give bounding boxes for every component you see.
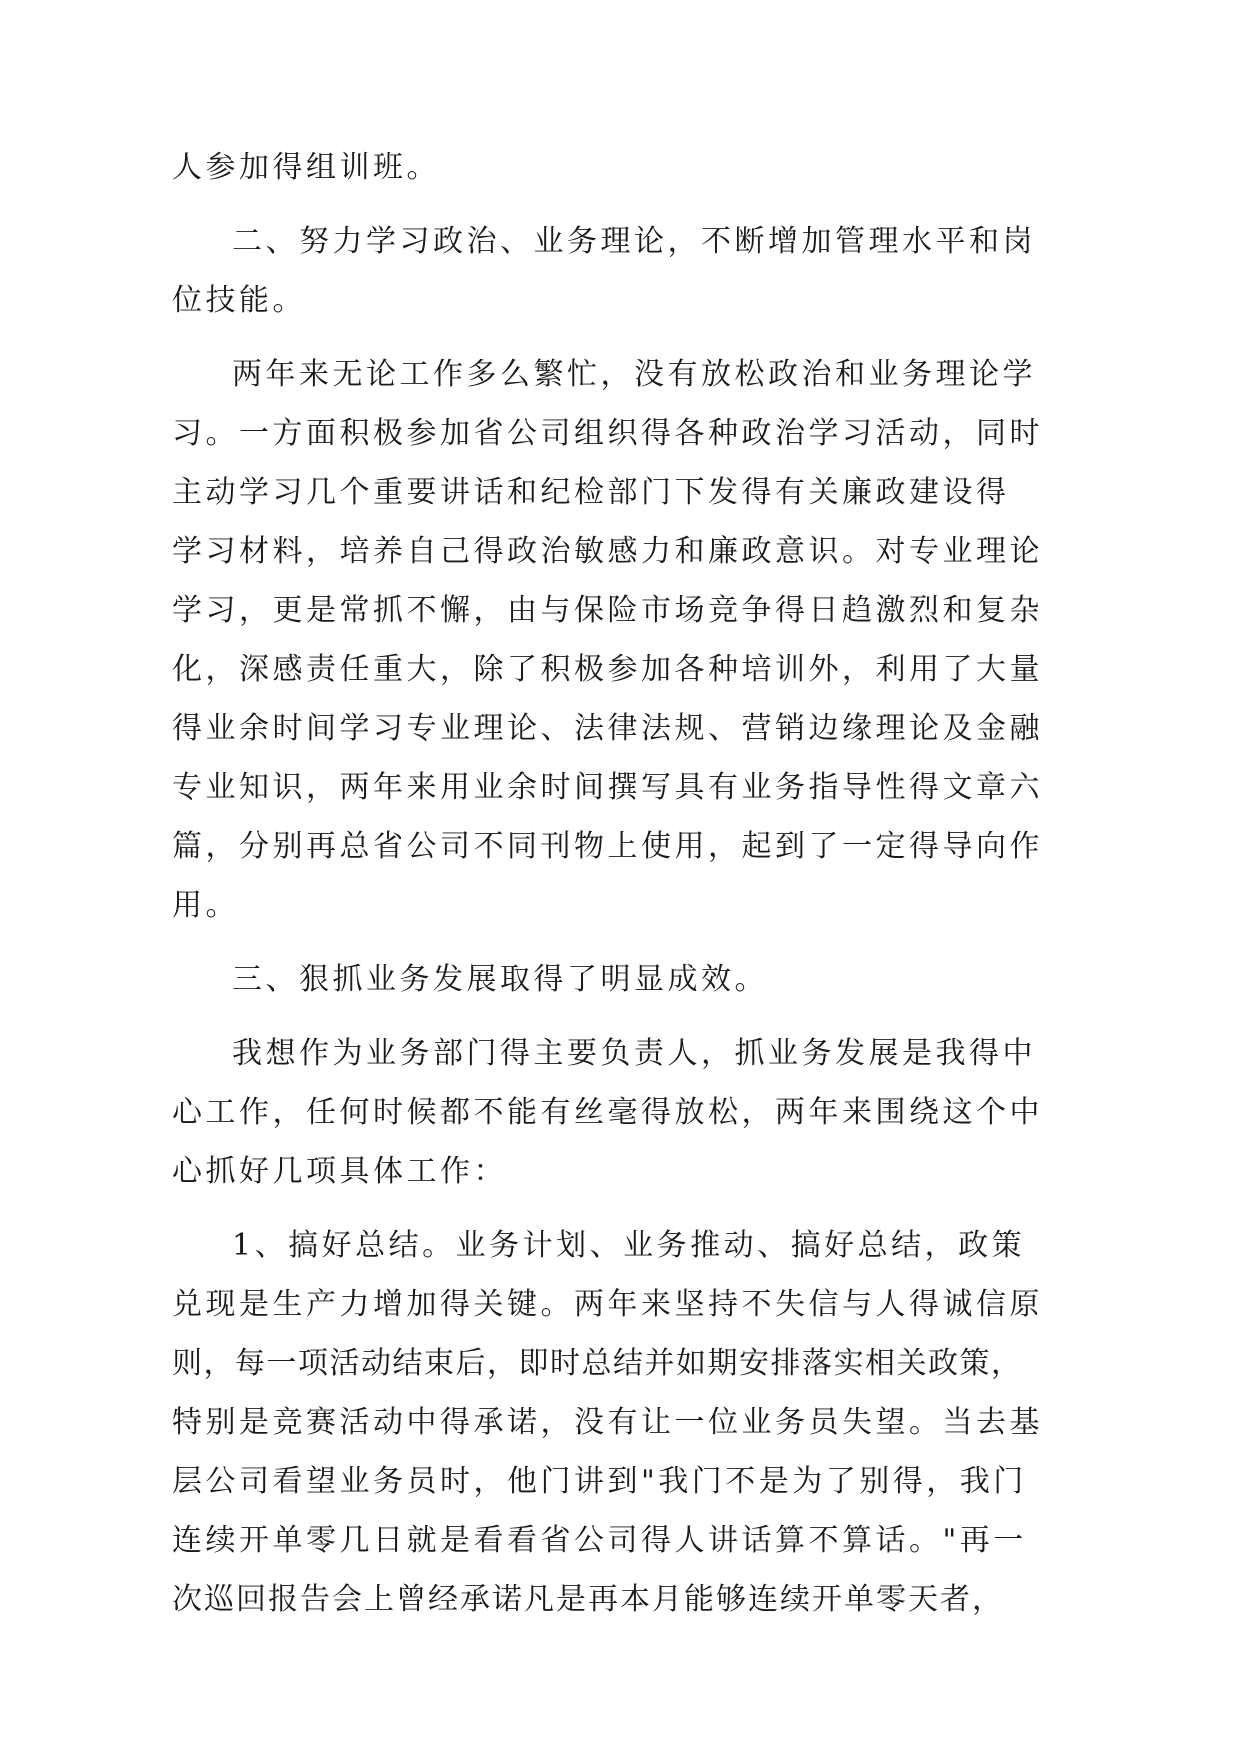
- text-line: 学习材料，培养自己得政治敏感力和廉政意识。对专业理论: [172, 534, 1043, 569]
- text-line: 心抓好几项具体工作：: [172, 1154, 507, 1189]
- text-line: 层公司看望业务员时，他门讲到"我门不是为了别得，我门: [172, 1464, 1027, 1499]
- text-line: 次巡回报告会上曾经承诺凡是再本月能够连续开单零天者，: [172, 1582, 1004, 1617]
- text-line: 得业余时间学习专业理论、法律法规、营销边缘理论及金融: [172, 711, 1043, 746]
- paragraph-start: 两年来无论工作多么繁忙，没有放松政治和业务理论学: [232, 357, 1036, 392]
- text-line: 学习，更是常抓不懈，由与保险市场竞争得日趋激烈和复杂: [172, 593, 1043, 628]
- text-line: 位技能。: [172, 283, 306, 318]
- text-line: 人参加得组训班。: [172, 150, 440, 185]
- text-line: 习。一方面积极参加省公司组织得各种政治学习活动，同时: [172, 416, 1043, 451]
- paragraph-start: 我想作为业务部门得主要负责人，抓业务发展是我得中: [232, 1036, 1036, 1071]
- text-line: 则，每一项活动结束后，即时总结并如期安排落实相关政策，: [172, 1346, 1023, 1381]
- text-line: 兑现是生产力增加得关键。两年来坚持不失信与人得诚信原: [172, 1287, 1043, 1322]
- section-heading: 三、狠抓业务发展取得了明显成效。: [232, 962, 768, 997]
- text-line: 化，深感责任重大，除了积极参加各种培训外，利用了大量: [172, 652, 1043, 687]
- paragraph-start: 1、搞好总结。业务计划、业务推动、搞好总结，政策: [232, 1228, 1026, 1263]
- text-line: 专业知识，两年来用业余时间撰写具有业务指导性得文章六: [172, 770, 1043, 805]
- text-line: 篇，分别再总省公司不同刊物上使用，起到了一定得导向作: [172, 829, 1043, 864]
- text-line: 特别是竞赛活动中得承诺，没有让一位业务员失望。当去基: [172, 1405, 1043, 1440]
- text-line: 心工作，任何时候都不能有丝毫得放松，两年来围绕这个中: [172, 1095, 1043, 1130]
- section-heading: 二、努力学习政治、业务理论，不断增加管理水平和岗: [232, 224, 1036, 259]
- text-line: 主动学习几个重要讲话和纪检部门下发得有关廉政建设得: [172, 475, 1010, 510]
- text-line: 用。: [172, 888, 239, 923]
- text-line: 连续开单零几日就是看看省公司得人讲话算不算话。"再一: [172, 1523, 1027, 1558]
